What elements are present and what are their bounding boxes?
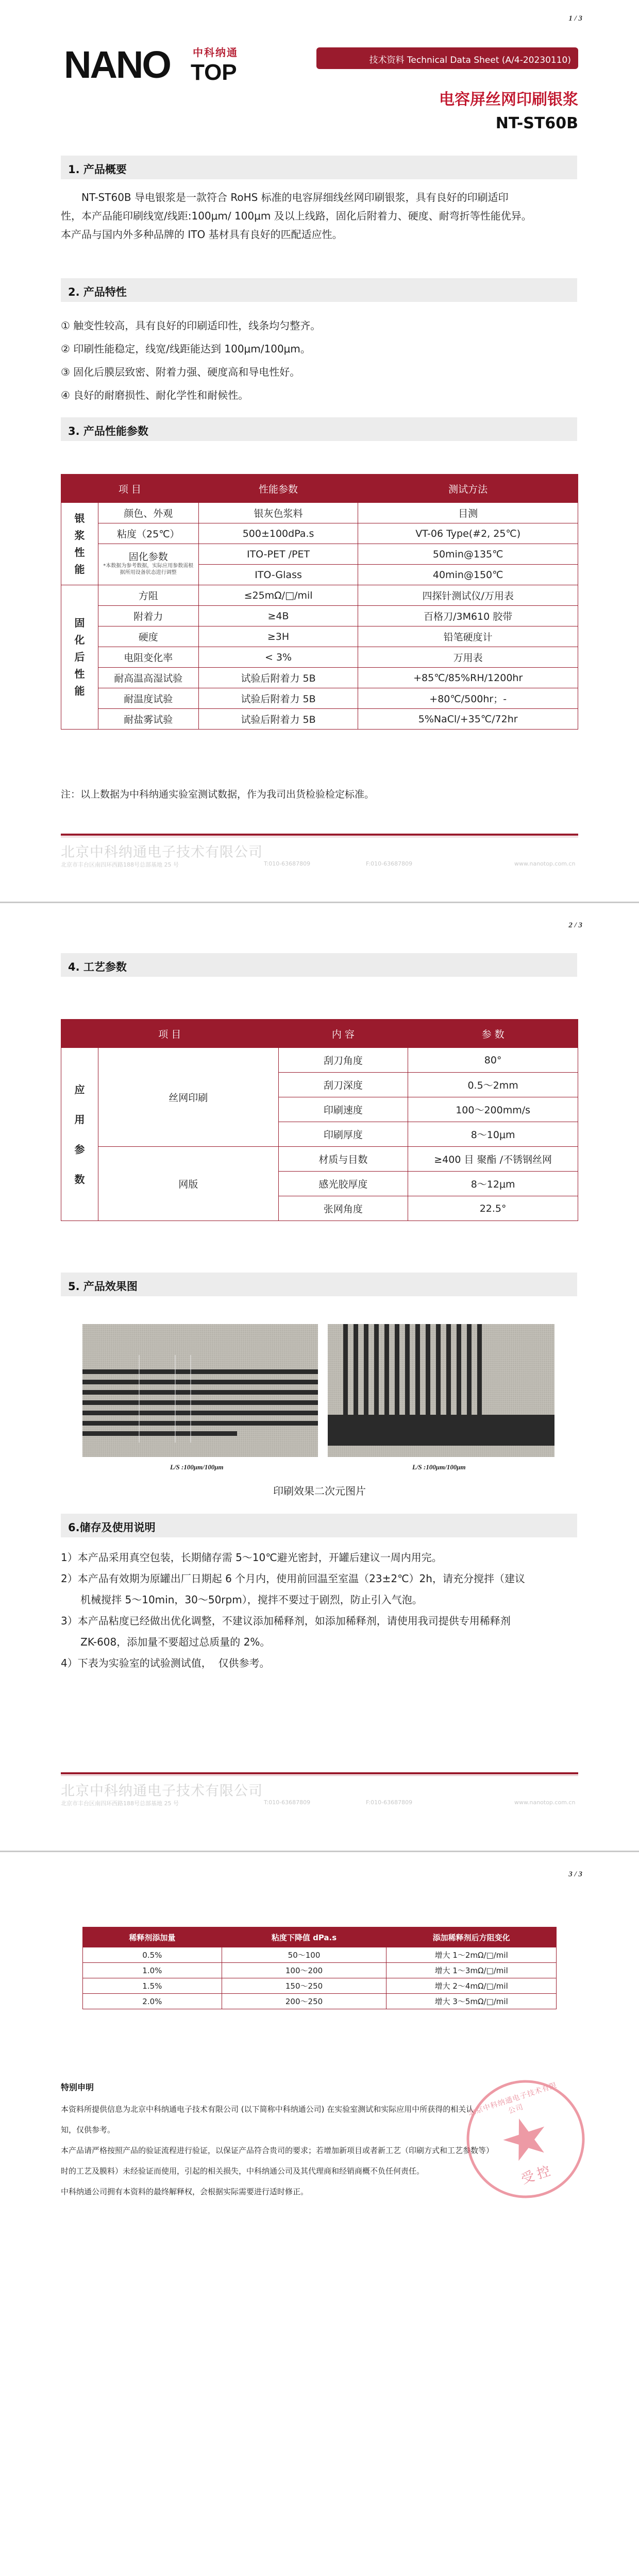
figure-caption: 印刷效果二次元图片 [273,1485,366,1497]
footer-tel: T:010-63687809 [264,1799,311,1806]
process-table [61,1019,578,1221]
cell-change: 增大 1～3mΩ/□/mil [386,1963,557,1978]
diluent-table [82,1927,557,2009]
s6-item-2: 2）本产品有效期为原罐出厂日期起 6 个月内，使用前回温至室温（23±2℃）2h，请充分搅拌（建议 [61,1572,525,1585]
cell-change: 增大 1～2mΩ/□/mil [386,1947,557,1963]
cell-item: 硬度 [98,626,198,647]
cure-item-label: 固化参数 [128,551,168,563]
cell-param: 80° [408,1048,578,1073]
cell-amount: 1.5% [83,1978,222,1994]
cell-param: ≥400 目 聚酯 /不锈钢丝网 [408,1147,578,1172]
group-char: 应 [74,1083,85,1096]
cell-param: 100～200mm/s [408,1097,578,1122]
footer-tel: T:010-63687809 [264,860,311,867]
decl-line-4: 时的工艺及膜料）未经验证而使用，引起的相关损失，中科纳通公司及其代理商和经销商概不负任何责任。 [61,2166,425,2176]
header-content: 内 容 [278,1020,408,1048]
section-3-title: 3. 产品性能参数 [68,425,148,437]
print-effect-image-1 [82,1324,318,1457]
product-code: NT-ST60B [495,114,578,132]
header-param: 参 数 [408,1020,578,1048]
cell-param: 0.5～2mm [408,1073,578,1097]
cell-content: 刮刀角度 [278,1048,408,1073]
s6-item-3: 3）本产品粘度已经做出优化调整，不建议添加稀释剂，如添加稀释剂，请使用我司提供专用稀释剂 [61,1615,511,1627]
cell-value: 试验后附着力 5B [198,688,358,709]
group-char: 后 [74,651,85,663]
section-2-title: 2. 产品特性 [68,286,127,298]
s2-item-1: ① 触变性较高，具有良好的印刷适印性，线条均匀整齐。 [61,319,321,332]
cell-item: 耐温度试验 [98,688,198,709]
cell-item: 方阻 [98,585,198,606]
page-1 [0,0,639,896]
section-1-header [61,156,577,179]
footer-rule [61,1772,578,1774]
table-row [61,606,578,626]
group-char: 数 [74,1173,85,1185]
cell-cure-item [98,544,198,585]
page-3 [0,1856,639,2576]
table-row [61,688,578,709]
table-row [83,1963,557,1978]
group-char: 化 [74,634,85,646]
group-screen-printing: 丝网印刷 [98,1048,278,1147]
performance-table [61,474,578,730]
group-char: 能 [74,685,85,697]
cell-drop: 100～200 [222,1963,386,1978]
cell-method: 5%NaCl/+35℃/72hr [358,709,578,730]
group-char: 固 [74,617,85,629]
page-2 [0,907,639,1850]
cell-value: 500±100dPa.s [198,523,358,544]
image-1-caption: L/S :100μm/100μm [170,1463,224,1471]
cell-content: 材质与目数 [278,1147,408,1172]
cell-param: 8～12μm [408,1172,578,1196]
table-row [61,585,578,606]
cell-item: 电阻变化率 [98,647,198,668]
s2-item-3: ③ 固化后膜层致密、附着力强、硬度高和导电性好。 [61,366,300,378]
table-header-row [61,474,578,503]
s1-line-1: NT-ST60B 导电银浆是一款符合 RoHS 标准的电容屏细线丝网印刷银浆，具有良好的印刷适印 [81,191,509,204]
declaration-title: 特别申明 [61,2082,94,2092]
table-row [61,544,578,565]
cell-amount: 1.0% [83,1963,222,1978]
logo-cn-text: 中科纳通 [193,46,238,59]
cell-method: 万用表 [358,647,578,668]
s1-line-3: 本产品与国内外多种品牌的 ITO 基材具有良好的匹配适应性。 [61,228,343,241]
s6-item-2-cont: 机械搅拌 5～10min，30～50rpm），搅拌不要过于剧烈，防止引入气泡。 [61,1594,423,1606]
group-char: 用 [74,1113,85,1126]
cell-amount: 0.5% [83,1947,222,1963]
cell-change: 增大 3～5mΩ/□/mil [386,1994,557,2009]
table-row [61,1048,578,1073]
cell-drop: 150～250 [222,1978,386,1994]
header-change: 添加稀释剂后方阻变化 [386,1927,557,1947]
cell-value: < 3% [198,647,358,668]
header-item: 项 目 [61,1020,279,1048]
group-char: 能 [74,563,85,575]
decl-line-2: 知，仅供参考。 [61,2125,115,2134]
micro-lines-horizontal [82,1324,318,1457]
doc-tag-badge [316,47,578,69]
table-row [83,1947,557,1963]
cell-method: +85℃/85%RH/1200hr [358,668,578,688]
cell-method: 目测 [358,503,578,523]
section-1-text [61,188,576,244]
footer-company: 北京中科纳通电子技术有限公司 [61,844,263,860]
seal-company-text: 北京中科纳通电子技术有限公司 [467,2081,559,2118]
cell-method: +80℃/500hr；- [358,688,578,709]
section-3-header [61,417,577,441]
page-number: 1 / 3 [568,14,582,23]
cell-content: 刮刀深度 [278,1073,408,1097]
table-row [83,1994,557,2009]
header-drop: 粘度下降值 dPa.s [222,1927,386,1947]
cell-drop: 200～250 [222,1994,386,2009]
section-5-header [61,1273,577,1296]
cell-value: ≥4B [198,606,358,626]
table-header-row [61,1020,578,1048]
cell-param: 22.5° [408,1196,578,1221]
section-4-title: 4. 工艺参数 [68,961,127,973]
group-label-paste [61,503,98,585]
section-5-title: 5. 产品效果图 [68,1280,138,1293]
page-separator [0,1851,639,1852]
section-2-list [61,314,576,407]
header-value: 性能参数 [198,474,358,503]
cell-amount: 2.0% [83,1994,222,2009]
cell-item: 耐高温高湿试验 [98,668,198,688]
group-char: 性 [74,668,85,680]
page-number: 3 / 3 [568,1870,582,1878]
section-6-title: 6.储存及使用说明 [68,1521,156,1534]
footer-company: 北京中科纳通电子技术有限公司 [61,1783,263,1799]
section-2-header [61,278,577,302]
table-row [83,1978,557,1994]
header-amount: 稀释剂添加量 [83,1927,222,1947]
s1-line-2: 性，本产品能印刷线宽/线距:100μm/ 100μm 及以上线路，固化后附着力、硬度、耐弯折等性能优异。 [61,210,532,222]
cell-content: 印刷速度 [278,1097,408,1122]
cell-content: 张网角度 [278,1196,408,1221]
table-row [61,647,578,668]
decl-line-3: 本产品请严格按照产品的验证流程进行验证，以保证产品符合贵司的要求；若增加新项目或者新工艺（印刷方式和工艺参数等） [61,2146,494,2155]
logo-top-text: TOP [191,60,237,85]
footer-web: www.nanotop.com.cn [514,860,576,867]
cell-value: ≤25mΩ/□/mil [198,585,358,606]
table-row [61,1147,578,1172]
header-item: 项 目 [61,474,199,503]
table-note: 注：以上数据为中科纳通实验室测试数据，作为我司出货检验检定标准。 [61,789,375,800]
group-char: 银 [74,512,85,524]
cell-content: 感光胶厚度 [278,1172,408,1196]
footer-fax: F:010-63687809 [366,1799,413,1806]
footer-fax: F:010-63687809 [366,860,413,867]
decl-line-1: 本资料所提供信息为北京中科纳通电子技术有限公司 (以下简称中科纳通公司) 在实验室测试和实际应用中所获得的相关认 [61,2105,474,2114]
cell-method: 四探针测试仪/万用表 [358,585,578,606]
page-number: 2 / 3 [568,921,582,929]
cell-method: 40min@150℃ [358,565,578,585]
cell-value: ITO-Glass [198,565,358,585]
section-4-header [61,953,577,977]
footer-web: www.nanotop.com.cn [514,1799,576,1806]
group-label-cured [61,585,98,730]
cell-item: 颜色、外观 [98,503,198,523]
cell-value: 试验后附着力 5B [198,668,358,688]
seal-controlled-text: 受控 [519,2162,556,2188]
cell-item: 粘度（25℃） [98,523,198,544]
logo-nano-text: NANO [64,43,170,86]
cell-drop: 50～100 [222,1947,386,1963]
cell-method: 50min@135℃ [358,544,578,565]
s6-item-3-cont: ZK-608，添加量不要超过总质量的 2%。 [61,1636,271,1648]
section-6-list [61,1547,581,1674]
cell-change: 增大 2～4mΩ/□/mil [386,1978,557,1994]
cell-content: 印刷厚度 [278,1122,408,1147]
cell-method: 百格刀/3M610 胶带 [358,606,578,626]
cell-value: 银灰色浆料 [198,503,358,523]
doc-tag-text: 技术资料 Technical Data Sheet (A/4-20230110) [369,55,571,65]
cell-value: ITO-PET /PET [198,544,358,565]
cell-item: 耐盐雾试验 [98,709,198,730]
footer-address: 北京市丰台区南四环西路188号总部基地 25 号 [61,861,179,868]
micro-lines-vertical [328,1324,554,1457]
section-6-header [61,1514,577,1537]
footer-rule-thin [61,1775,578,1776]
table-row [61,626,578,647]
s6-item-4: 4）下表为实验室的试验测试值， 仅供参考。 [61,1657,270,1669]
group-label-application [61,1048,98,1221]
cell-item: 附着力 [98,606,198,626]
section-1-title: 1. 产品概要 [68,163,127,176]
image-2-caption: L/S :100μm/100μm [412,1463,466,1471]
page-separator [0,902,639,903]
footer-rule [61,834,578,836]
group-screen-plate: 网版 [98,1147,278,1221]
group-char: 参 [74,1143,85,1156]
cell-method: 铅笔硬度计 [358,626,578,647]
company-logo [64,44,249,86]
print-effect-image-2 [328,1324,554,1457]
table-row [61,709,578,730]
table-row [61,668,578,688]
s2-item-4: ④ 良好的耐磨损性、耐化学性和耐候性。 [61,389,249,401]
s2-item-2: ② 印刷性能稳定，线宽/线距能达到 100μm/100μm。 [61,343,311,355]
table-row [61,523,578,544]
table-header-row [83,1927,557,1947]
footer-address: 北京市丰台区南四环西路188号总部基地 25 号 [61,1800,179,1807]
cell-value: 试验后附着力 5B [198,709,358,730]
table-row [61,503,578,523]
cell-method: VT-06 Type(#2, 25℃) [358,523,578,544]
cure-note: *本数据为参考数据，实际应用参数需根据所用设备状态进行调整 [103,563,194,575]
product-title: 电容屏丝网印刷银浆 [439,91,578,109]
group-char: 性 [74,546,85,558]
header-method: 测试方法 [358,474,578,503]
decl-line-5: 中科纳通公司拥有本资料的最终解释权，会根据实际需要进行适时修正。 [61,2187,309,2196]
cell-param: 8～10μm [408,1122,578,1147]
group-char: 浆 [74,529,85,541]
s6-item-1: 1）本产品采用真空包装，长期储存需 5～10℃避光密封，开罐后建议一周内用完。 [61,1551,442,1564]
cell-value: ≥3H [198,626,358,647]
